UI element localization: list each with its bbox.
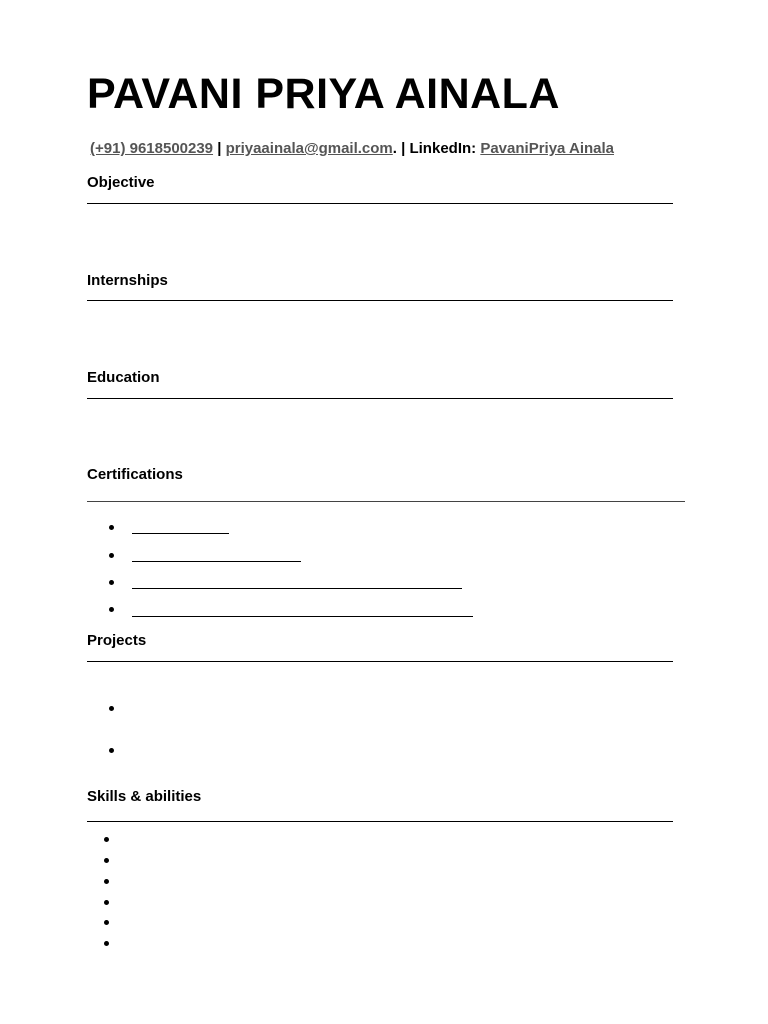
contact-separator: | — [213, 140, 226, 157]
section-title-skills: Skills & abilities — [87, 788, 202, 805]
section-title-certifications: Certifications — [87, 466, 183, 483]
phone-link[interactable]: (+91) 9618500239 — [90, 140, 214, 157]
list-bullet — [104, 900, 109, 905]
linkedin-link[interactable]: PavaniPriya Ainala — [480, 140, 615, 157]
list-bullet — [109, 748, 114, 753]
section-title-projects: Projects — [87, 632, 147, 649]
section-divider — [87, 821, 673, 822]
section-divider — [87, 661, 673, 662]
section-title-objective: Objective — [87, 174, 155, 191]
list-bullet — [109, 580, 114, 585]
list-bullet — [109, 525, 114, 530]
section-divider — [87, 501, 685, 502]
section-divider — [87, 398, 673, 399]
list-bullet — [104, 837, 109, 842]
section-title-education: Education — [87, 369, 160, 386]
list-bullet — [109, 607, 114, 612]
list-bullet — [104, 879, 109, 884]
list-bullet — [109, 706, 114, 711]
list-bullet — [104, 858, 109, 863]
email-link[interactable]: priyaainala@gmail.com — [225, 140, 393, 157]
certification-item-blank — [132, 533, 229, 534]
list-bullet — [104, 941, 109, 946]
section-divider — [87, 203, 673, 204]
linkedin-label: . | LinkedIn: — [392, 140, 481, 157]
section-title-internships: Internships — [87, 272, 168, 289]
certification-item-blank — [132, 588, 462, 589]
candidate-name: PAVANI PRIYA AINALA — [87, 70, 560, 118]
section-divider — [87, 300, 673, 301]
list-bullet — [109, 553, 114, 558]
contact-line — [90, 139, 614, 159]
list-bullet — [104, 920, 109, 925]
certification-item-blank — [132, 561, 301, 562]
certification-item-blank — [132, 616, 473, 617]
